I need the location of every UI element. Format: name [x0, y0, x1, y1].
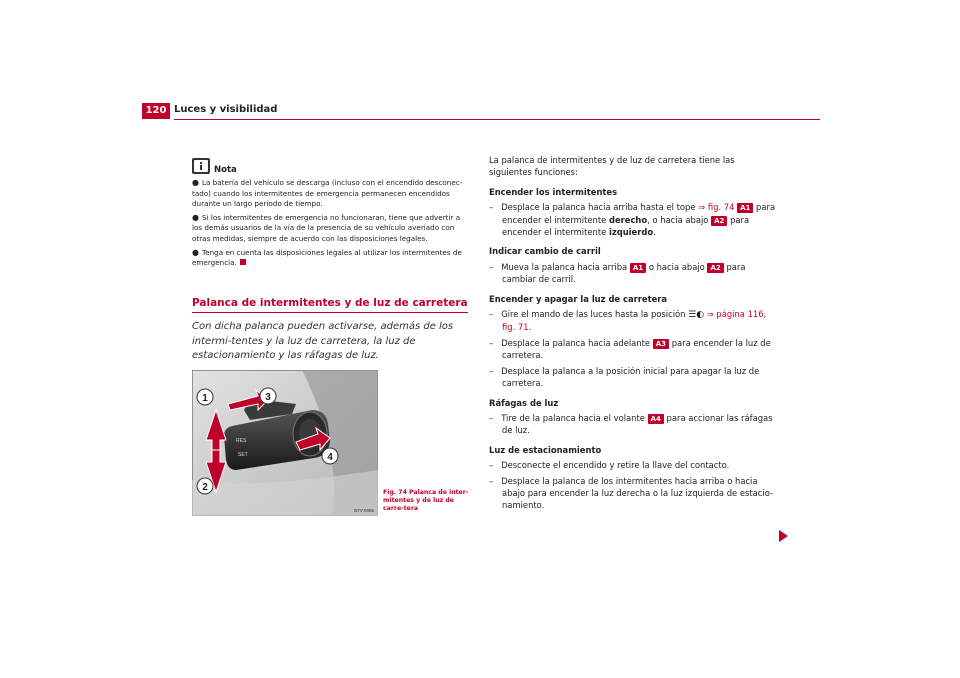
callout-2: 2: [202, 482, 208, 493]
badge-a1: A1: [630, 263, 646, 273]
heading-flash: Ráfagas de luz: [489, 397, 559, 408]
note-title: Nota: [214, 165, 237, 175]
right-column: [489, 154, 779, 512]
fig-74-link[interactable]: ⇒ fig. 74: [698, 202, 735, 213]
list-item: – Desplace la palanca de los intermitentes hacia arriba o hacia abajo para encender la luz derecha o la luz izquierda de estacio-namiento.: [489, 475, 774, 511]
list-item: – Desplace la palanca hacia adelante A3 para encender la luz de carretera.: [489, 337, 771, 361]
figure-code: B7V-0065: [354, 508, 374, 513]
list-item: – Mueva la palanca hacia arriba A1 o hacia abajo A2 para cambiar de carril.: [489, 261, 746, 285]
list-item: – Tire de la palanca hacia el volante A4 para accionar las ráfagas de luz.: [489, 412, 773, 436]
list-item: – Gire el mando de las luces hasta la posición ☰◐ ⇒ página 116, fig. 71.: [489, 309, 767, 333]
note-bullet: ● Si los intermitentes de emergencia no funcionaran, tiene que advertir a los demás usuarios de la vía de la presencia de su vehículo averiado con otras medidas, siempre de acuerdo con las disposiciones legales.: [192, 212, 461, 243]
callout-3: 3: [265, 392, 271, 403]
note-icon: [192, 158, 210, 174]
section-intro: Con dicha palanca pueden activarse, además de los intermi-tentes y la luz de carretera, la luz de estacionamiento y las ráfagas de luz.: [192, 321, 454, 361]
functions-intro: La palanca de intermitentes y de luz de carretera tiene las siguientes funciones:: [489, 155, 735, 178]
note-bullet: ● La batería del vehículo se descarga (incluso con el encendido desconec-tado) cuando los intermitentes de emergencia permanecen encendidos durante un largo periodo de tiempo.: [192, 178, 463, 209]
figure-caption: Fig. 74 Palanca de inter-mitentes y de luz de carre-tera: [383, 489, 469, 513]
badge-a1: A1: [737, 203, 753, 213]
heading-lane-change: Indicar cambio de carril: [489, 246, 601, 257]
note-bullet: ● Tenga en cuenta las disposiciones legales al utilizar los intermitentes de emergencia.: [192, 247, 462, 268]
section-heading: Palanca de intermitentes y de luz de carretera: [192, 297, 468, 309]
header-rule: [174, 119, 820, 120]
stalk-label-res: RES: [236, 438, 247, 444]
callout-1: 1: [202, 393, 208, 404]
list-item: – Desconecte el encendido y retire la llave del contacto.: [489, 460, 730, 471]
heading-main-beam: Encender y apagar la luz de carretera: [489, 293, 668, 304]
figure-turn-signal-lever: [192, 370, 378, 516]
list-item: – Desplace la palanca hacia arriba hasta el tope ⇒ fig. 74 A1 para encender el intermitente derecho, o hacia abajo A2 para encender el intermitente izquierdo.: [489, 202, 776, 238]
end-of-section-mark: [240, 259, 246, 265]
badge-a2: A2: [707, 263, 723, 273]
headlight-icon: ☰◐: [688, 310, 705, 321]
heading-turn-signals: Encender los intermitentes: [489, 186, 618, 197]
stalk-label-set: SET: [238, 452, 248, 458]
heading-parking-light: Luz de estacionamiento: [489, 444, 602, 455]
badge-a3: A3: [653, 339, 669, 349]
note-bullets: [192, 178, 468, 272]
callout-4: 4: [327, 452, 333, 463]
list-item: – Desplace la palanca a la posición inicial para apagar la luz de carretera.: [489, 365, 760, 389]
page-116-link[interactable]: ⇒ página 116, fig. 71: [502, 309, 767, 333]
running-title: Luces y visibilidad: [174, 104, 278, 115]
section-rule: [192, 312, 468, 313]
badge-a4: A4: [648, 414, 664, 424]
badge-a2: A2: [711, 216, 727, 226]
next-page-arrow-icon[interactable]: [779, 530, 788, 542]
page-number: 120: [142, 103, 170, 119]
